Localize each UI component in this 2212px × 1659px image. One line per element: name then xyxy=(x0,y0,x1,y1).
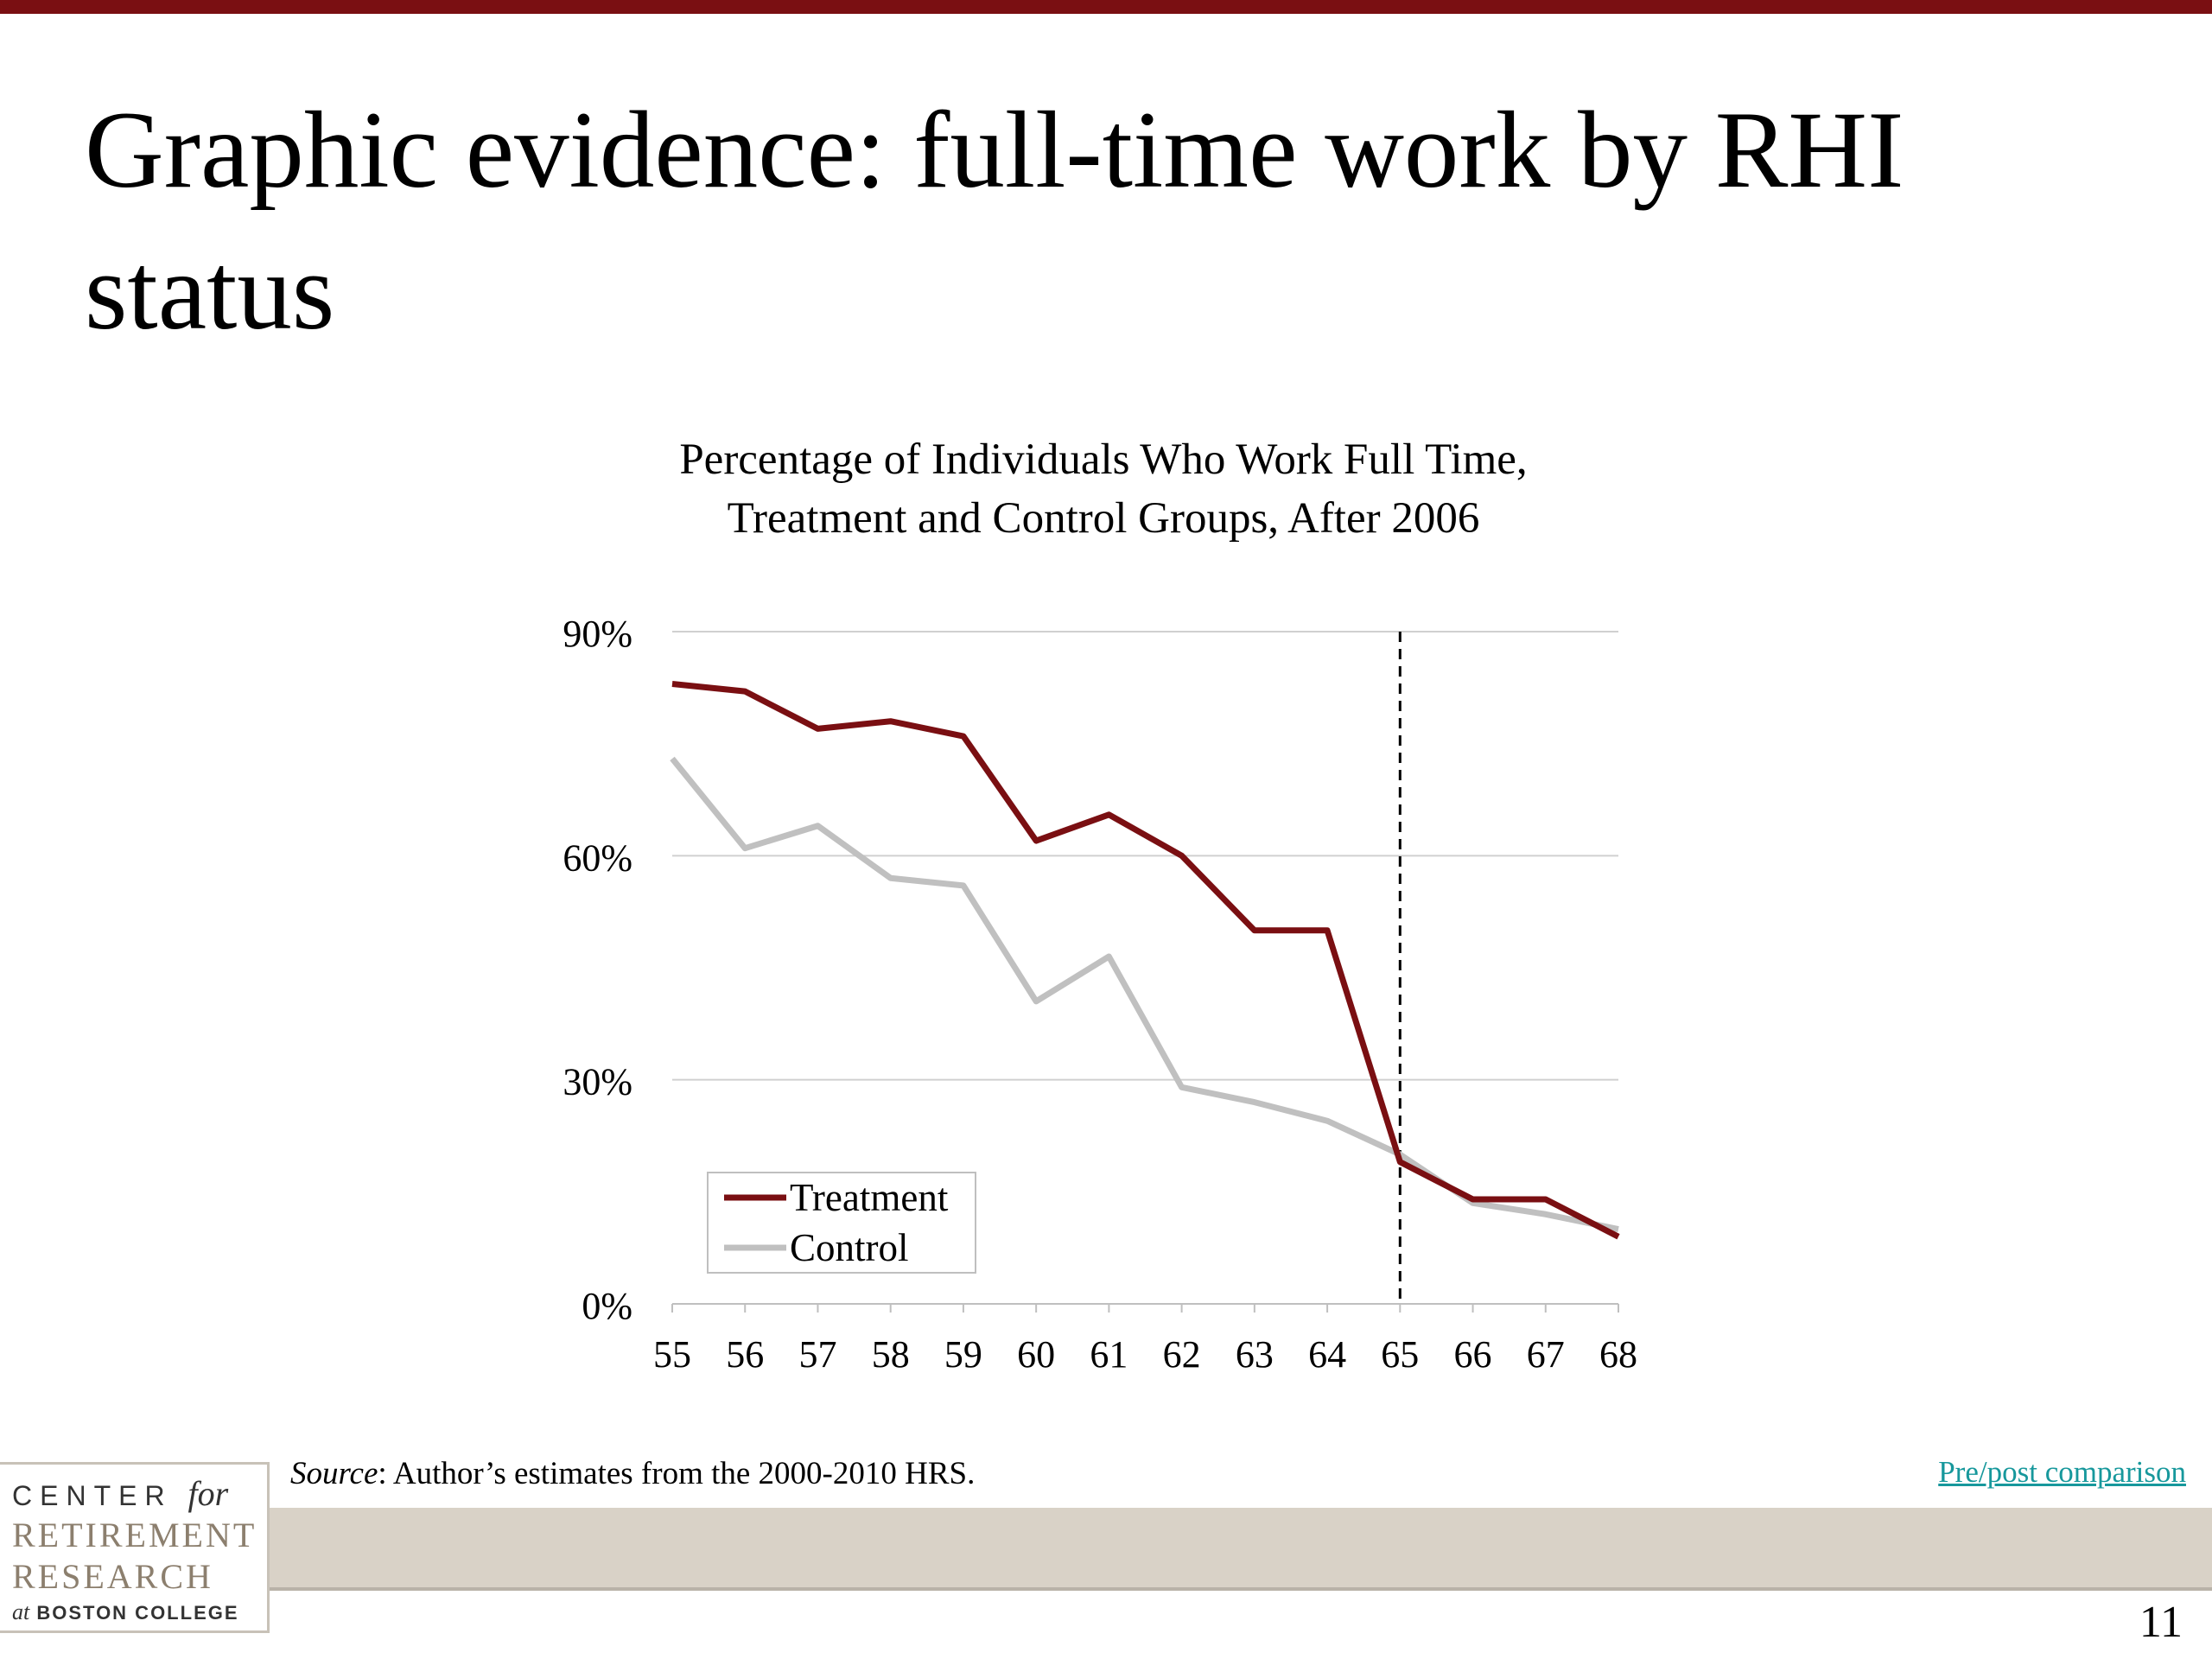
x-tick-label-65: 65 xyxy=(1381,1333,1420,1376)
y-tick-label-90: 90% xyxy=(563,613,632,655)
y-tick-label-0: 0% xyxy=(582,1285,632,1327)
logo-center-text: CENTER xyxy=(12,1480,173,1511)
logo-at-text: at xyxy=(12,1599,30,1624)
series-lines xyxy=(672,684,1618,1237)
y-axis-tick-labels xyxy=(563,613,632,1327)
x-tick-label-67: 67 xyxy=(1526,1333,1565,1376)
slide-title: Graphic evidence: full-time work by RHI status xyxy=(85,90,1904,353)
legend-label-control: Control xyxy=(790,1226,909,1269)
x-tick-label-55: 55 xyxy=(653,1333,691,1376)
source-text: : Author’s estimates from the 2000-2010 HRS. xyxy=(378,1456,976,1491)
footer-divider xyxy=(268,1587,2212,1591)
gridlines xyxy=(672,632,1618,1080)
x-tick-label-61: 61 xyxy=(1090,1333,1128,1376)
x-tick-label-66: 66 xyxy=(1453,1333,1492,1376)
logo-for-text: for xyxy=(188,1474,229,1513)
y-tick-label-30: 30% xyxy=(563,1060,632,1103)
chart-title-line-1: Percentage of Individuals Who Work Full Time, xyxy=(679,435,1528,484)
logo-college-text: BOSTON COLLEGE xyxy=(36,1602,239,1624)
footer-band xyxy=(268,1508,2212,1587)
x-tick-label-56: 56 xyxy=(726,1333,765,1376)
x-tick-label-57: 57 xyxy=(798,1333,837,1376)
y-tick-label-60: 60% xyxy=(563,836,632,880)
logo-retirement-text: RETIREMENT xyxy=(12,1516,257,1554)
x-tick-label-63: 63 xyxy=(1235,1333,1274,1376)
legend xyxy=(708,1173,976,1273)
x-tick-label-62: 62 xyxy=(1162,1333,1201,1376)
chart-title-line-2: Treatment and Control Groups, After 2006 xyxy=(727,494,1480,543)
x-tick-label-64: 64 xyxy=(1308,1333,1347,1376)
series-line-control xyxy=(672,759,1618,1230)
logo-research-text: RESEARCH xyxy=(12,1557,213,1596)
x-tick-label-60: 60 xyxy=(1017,1333,1056,1376)
source-label: Source xyxy=(290,1456,378,1491)
x-tick-label-68: 68 xyxy=(1599,1333,1637,1376)
x-axis-tick-labels xyxy=(653,1333,1637,1376)
page-number: 11 xyxy=(2139,1598,2183,1647)
source-note xyxy=(290,1455,975,1492)
x-tick-label-59: 59 xyxy=(944,1333,982,1376)
x-axis xyxy=(672,1304,1618,1313)
series-line-treatment xyxy=(672,684,1618,1237)
crr-logo xyxy=(0,1462,270,1633)
pre-post-comparison-link[interactable]: Pre/post comparison xyxy=(1938,1455,2186,1489)
x-tick-label-58: 58 xyxy=(871,1333,910,1376)
legend-label-treatment: Treatment xyxy=(790,1176,949,1219)
